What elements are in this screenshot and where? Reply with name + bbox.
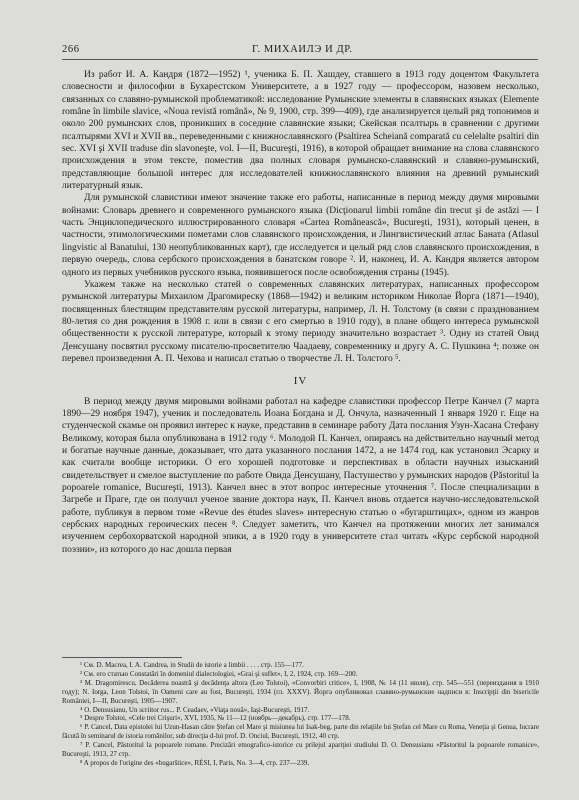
footnote: ⁴ O. Densusianu, Un scriitor rus... P. Ceadaev, «Viaţa nouă», Iaşi-Bucureşti, 1917. bbox=[80, 705, 310, 714]
footnote: ⁶ P. Cancel, Data epistolei lui Uzun-Hasan către Ştefan cel Mare şi misiunea lui Isak-beg, parte din relaţiile lui Ştefan cel Mare cu Roma, Veneţia şi Genua, lucrare făcută în seminarul de istoria românilor, sub direcţia d-lui prof. D. Onciul, Bucureşti, 1912, 40 стр. bbox=[62, 723, 539, 741]
footnote: ² См. его статью Constatări în domeniul dialectologiei, «Grai şi suflet», I, 2, 1924, стр. 169—200. bbox=[80, 669, 358, 678]
footnotes bbox=[62, 661, 539, 768]
footnote: ⁵ Despre Tolstoi, «Cele trei Crişuri», XVI, 1935, № 11—12 (ноябрь—декабрь), стр. 177—178. bbox=[80, 714, 351, 723]
running-title: Г. МИХАИЛЭ И ДР. bbox=[252, 44, 353, 55]
paragraph: Для румынской славистики имеют значение также его работы, написанные в период между двумя мировыми войнами: Словарь древнего и современного румынского языка (Dicţionarul limbii române din trecut şi de astăzi — I часть Энциклопедического иллюстрированного словаря «Cartea Românească», Bucureşti, 1931), который ценен, в частности, этимологическими пометами слов славянского происхождения, и Лингвистический атлас Баната (Atlasul lingvistic al Banatului, 130 неопубликованных карт), где исследуется и целый ряд слов славянского происхождения, в первую очередь, слова сербского происхождения в банатском говоре ². И, наконец, И. А. Кандря является автором одного из первых учебников русского языка, появившегося после освобождения страны (1945). bbox=[62, 193, 539, 278]
paragraph: В период между двумя мировыми войнами работал на кафедре славистики профессор Петре Канчел (7 марта 1890—29 ноября 1947), ученик и последователь Иоана Богдана и Д. Ончула, назначенный 1 января 1920 г. Еще на студенческой скамье он проявил интерес к науке, представив в семинаре работу Дата послания Узун-Хасана Стефану Великому, которая была опубликована в 1912 году ⁶. Молодой П. Канчел, опираясь на действительно научный метод и богатые научные данные, доказывает, что дата указанного послания 1472, а не 1474 год, как установил Эсарку и как считали вообще историки. О его хорошей подготовке и перспективах в области научных изысканий свидетельствует и смелое выступление по работе Овида Денсушану, Пастушество у румынских народов (Păstoritul la popoarele romanice, Bucureşti, 1913). Канчел внес в этот вопрос интересные уточнения ⁷. После специализации в Загребе и Праге, где он получил ученое звание доктора наук, П. Канчел вновь отдается научно-исследовательской работе, публикуя в первом томе «Revue des études slaves» интересную статью о «бугарштицах», одном из жанров сербских народных героических песен ⁸. Следует заметить, что Канчел на протяжении многих лет занимался изучением сербохорватской народной эпики, а в 1920 году в университете стал читать «Курс сербской народной поэзии», из которого до нас дошла первая bbox=[62, 396, 539, 555]
footnote-rule bbox=[62, 657, 182, 658]
paragraph: Из работ И. А. Кандря (1872—1952) ¹, ученика Б. П. Хашдеу, ставшего в 1913 году доцентом Факультета словесности и философии в Бухарестском Университете, а в 1927 году — профессором, назовем несколько, связанных со славяно-румынской проблематикой: исследование Румынские элементы в славянских языках (Elemente române în limbile slavice, «Noua revistă română», № 9, 1900, стр. 399—409), где анализируется целый ряд топонимов и около 200 румынских слов, проникших в соседние славянские языки; Скейская псалтырь в сравнении с другими псалтырями XVI и XVII вв., переведенными с книжнославянского (Psaltirea Scheiană comparată cu celelalte psaltiri din sec. XVI şi XVII traduse din slavoneşte, vol. I—II, Bucureşti, 1916), в которой обращает внимание на слова славянского происхождения в этом тексте, поместив два полных словаря румынско-славянский и славяно-румынский, представляющие большой интерес для исследователей книжнославянского влияния на древний румынский литературный язык. bbox=[62, 70, 539, 192]
running-header bbox=[62, 44, 539, 60]
page-number: 266 bbox=[62, 44, 80, 55]
section-number: IV bbox=[293, 375, 308, 388]
footnote: ³ M. Dragomirescu, Decăderea noastră şi decădenţa altora (Leo Tolstoi), «Convorbiri critice», I, 1908, № 14 (11 июля), стр. 545—551 (переиздания в 1910 году); N. Iorga, Leon Tolstoi, în Oameni care au fost, Bucureşti, 1934 (гл. XXXV). Йорга опубликовал славяно-румынские надписи в: Inscripţii din bisericile României, I—II, Bucureşti, 1905—1907. bbox=[62, 678, 539, 705]
footnote: ¹ См. D. Macrea, I. A. Candrea, in Studii de istorie a limbii . . . . стр. 155—177. bbox=[80, 661, 304, 669]
footnote: ⁷ P. Cancel, Păstoritul la popoarele romane. Precizări etnografico-istorice cu prilejul apariţiei studiului D. O. Densusianu «Păstoritul la popoarele romanice», Bucureşti, 1913, 27 стр. bbox=[62, 741, 539, 759]
header-rule bbox=[62, 59, 538, 60]
paragraph: Укажем также на несколько статей о современных славянских литературах, написанных профессором румынской литературы Михаилом Драгомиреску (1868—1942) и великим историком Николае Йорга (1871—1940), посвященных блестящим представителям русской литературы, например, Л. Н. Толстому (в связи с празднованием 80-летия со дня рождения в 1908 г. или в связи с его смертью в 1910 году), в плане общего интереса румынской общественности к русской литературе, который к этому периоду значительно возрастает ³. Одну из статей Овид Денсушану посвятил русскому писателю-просветителю Чаадаеву, современнику и другу А. С. Пушкина ⁴; позже он перевел произведения А. П. Чехова и написал статью о творчестве Л. Н. Толстого ⁵. bbox=[62, 279, 539, 364]
main-text bbox=[62, 69, 539, 556]
footnote: ⁸ A propos de l'origine des «bugarštice», RÉSI, I, Paris, No. 3—4, стр. 237—239. bbox=[80, 758, 310, 767]
